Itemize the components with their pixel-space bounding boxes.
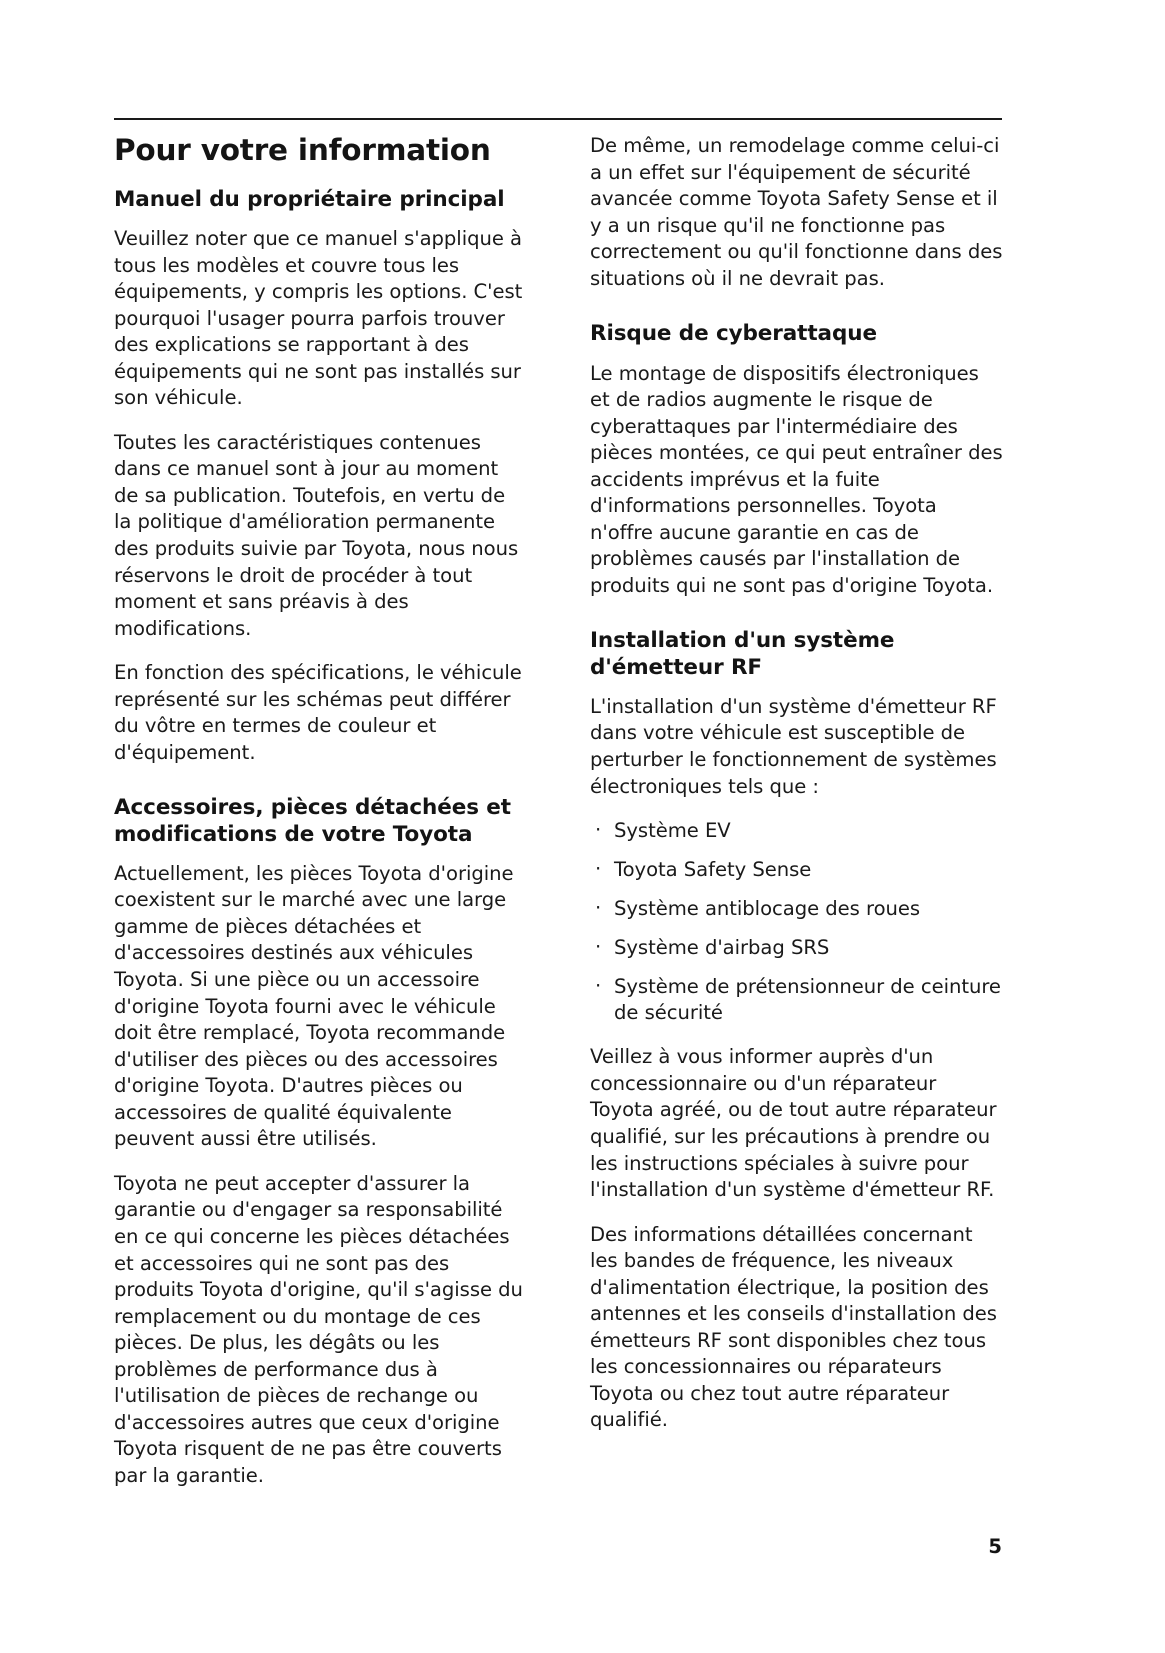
bullet-icon: ·: [595, 974, 602, 998]
section-heading-accessoires: Accessoires, pièces détachées et modifications de votre Toyota: [114, 795, 511, 847]
list-item-label: Système d'airbag SRS: [614, 936, 830, 960]
header-rule: [114, 118, 1002, 120]
paragraph: Veuillez noter que ce manuel s'applique à tous les modèles et couvre tous les équipements, y compris les options. C'est pourquoi l'usager pourra parfois trouver des explications se rapportant à des équipements qui ne sont pas installés sur son véhicule.: [114, 227, 523, 410]
right-column: [590, 133, 1004, 1489]
paragraph: Veillez à vous informer auprès d'un concessionnaire ou d'un réparateur Toyota agréé, ou de tout autre réparateur qualifié, sur les précautions à prendre ou les instructions spéciales à suivre pour l'installation d'un système d'émetteur RF.: [590, 1045, 997, 1202]
list-item-label: Toyota Safety Sense: [614, 858, 812, 882]
section-heading-manuel-proprietaire: Manuel du propriétaire principal: [114, 186, 505, 212]
list-item: [590, 857, 1004, 883]
list-item: [590, 818, 1004, 844]
paragraph: Toyota ne peut accepter d'assurer la garantie ou d'engager sa responsabilité en ce qui concerne les pièces détachées et accessoires qui ne sont pas des produits Toyota d'origine, qu'il s'agisse du remplacement ou du montage de ces pièces. De plus, les dégâts ou les problèmes de performance dus à l'utilisation de pièces de rechange ou d'accessoires autres que ceux d'origine Toyota risquent de ne pas être couverts par la garantie.: [114, 1171, 523, 1487]
paragraph: En fonction des spécifications, le véhicule représenté sur les schémas peut différer du vôtre en termes de couleur et d'équipement.: [114, 661, 522, 764]
paragraph: De même, un remodelage comme celui-ci a un effet sur l'équipement de sécurité avancée comme Toyota Safety Sense et il y a un risque qu'il ne fonctionne pas correctement ou qu'il fonctionne dans des situations où il ne devrait pas.: [590, 134, 1003, 290]
page-title: Pour votre information: [114, 133, 491, 167]
paragraph: Actuellement, les pièces Toyota d'origine coexistent sur le marché avec une large gamme de pièces détachées et d'accessoires destinés aux véhicules Toyota. Si une pièce ou un accessoire d'origine Toyota fourni avec le véhicule doit être remplacé, Toyota recommande d'utiliser des pièces ou des accessoires d'origine Toyota. D'autres pièces ou accessoires de qualité équivalente peuvent aussi être utilisés.: [114, 861, 514, 1151]
list-item: [590, 974, 1004, 1026]
two-column-body: [114, 133, 1004, 1489]
list-item-label: Système EV: [614, 819, 731, 843]
list-item-label: Système antiblocage des roues: [614, 897, 921, 921]
paragraph: Des informations détaillées concernant les bandes de fréquence, les niveaux d'alimentation électrique, la position des antennes et les conseils d'installation des émetteurs RF sont disponibles chez tous les concessionnaires ou réparateurs Toyota ou chez tout autre réparateur qualifié.: [590, 1222, 997, 1432]
paragraph: L'installation d'un système d'émetteur RF dans votre véhicule est susceptible de perturber le fonctionnement de systèmes électroniques tels que :: [590, 694, 997, 798]
left-column: [114, 133, 528, 1489]
bullet-icon: ·: [595, 818, 602, 842]
list-item: [590, 896, 1004, 922]
section-heading-risque-cyberattaque: Risque de cyberattaque: [590, 321, 877, 347]
systems-bullet-list: [590, 818, 1004, 1026]
paragraph: Le montage de dispositifs électroniques et de radios augmente le risque de cyberattaques par l'intermédiaire des pièces montées, ce qui peut entraîner des accidents imprévus et la fuite d'informations personnelles. Toyota n'offre aucune garantie en cas de problèmes causés par l'installation de produits qui ne sont pas d'origine Toyota.: [590, 361, 1003, 597]
list-item-label: Système de prétensionneur de ceinture de sécurité: [614, 975, 1001, 1025]
paragraph: Toutes les caractéristiques contenues dans ce manuel sont à jour au moment de sa publication. Toutefois, en vertu de la politique d'amélioration permanente des produits suivie par Toyota, nous nous réservons le droit de procéder à tout moment et sans préavis à des modifications.: [114, 430, 519, 640]
bullet-icon: ·: [595, 857, 602, 881]
list-item: [590, 935, 1004, 961]
page-number: 5: [988, 1535, 1002, 1558]
bullet-icon: ·: [595, 896, 602, 920]
section-heading-installation-emetteur-rf: Installation d'un système d'émetteur RF: [590, 628, 895, 680]
bullet-icon: ·: [595, 935, 602, 959]
